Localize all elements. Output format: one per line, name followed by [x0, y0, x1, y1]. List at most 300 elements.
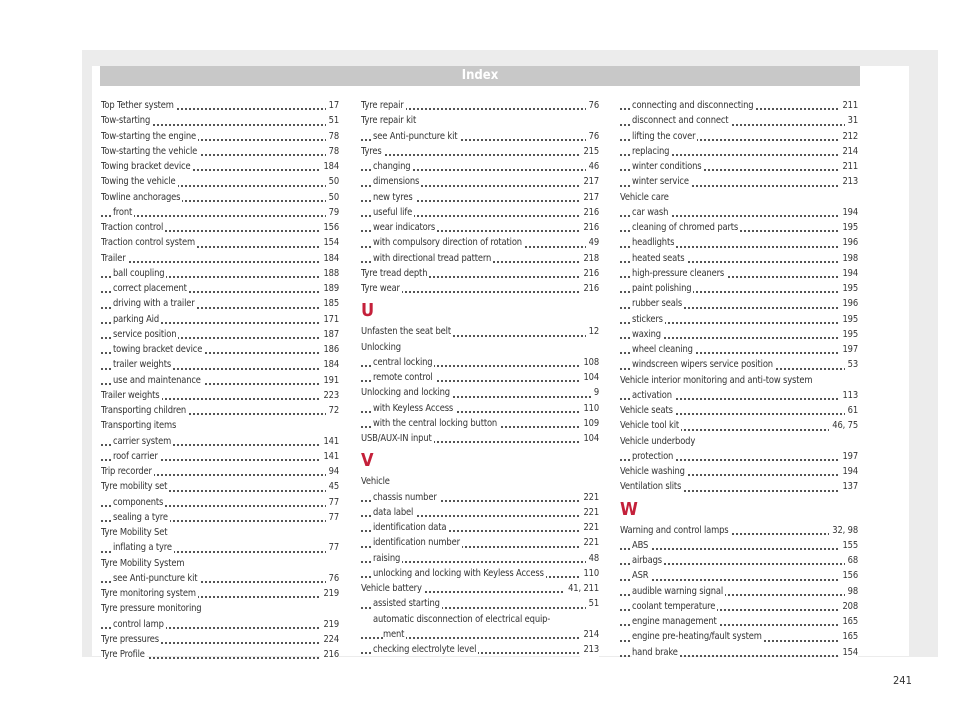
index-subentry	[101, 281, 339, 296]
entry-page-ref: 46, 75	[829, 418, 858, 433]
index-entry-heading: Vehicle care	[620, 191, 669, 203]
entry-text: driving with a trailer	[113, 298, 195, 310]
entry-page-ref: 108	[580, 355, 599, 370]
entry-text: Tyre monitoring system	[101, 588, 196, 599]
entry-text: audible warning signal	[632, 585, 724, 597]
entry-text: replacing	[632, 145, 670, 157]
index-subentry	[620, 629, 858, 644]
entry-page-ref: 77	[326, 495, 339, 510]
entry-page-ref: 184	[320, 159, 339, 174]
index-entry	[620, 523, 858, 538]
index-entry-heading: Tyre pressure monitoring	[101, 603, 202, 615]
entry-text: chassis number	[373, 491, 437, 503]
index-entry	[101, 159, 339, 174]
entry-text: disconnect and connect	[632, 115, 729, 127]
entry-page-ref: 165	[839, 614, 858, 629]
entry-text: Tyres	[361, 145, 382, 157]
entry-text: Towing bracket device	[101, 161, 191, 172]
entry-page-ref: 195	[839, 312, 858, 327]
index-subentry	[101, 342, 339, 357]
index-entry	[101, 129, 339, 144]
entry-page-ref: 214	[839, 144, 858, 159]
index-entry	[620, 479, 858, 494]
index-entry	[361, 581, 599, 596]
entry-text: airbags	[632, 555, 662, 566]
entry-text: heated seats	[632, 252, 685, 264]
leader-dots	[361, 154, 599, 156]
entry-page-ref: 31	[845, 113, 858, 128]
entry-text: Tyre mobility set	[101, 481, 168, 493]
entry-page-ref: 45	[326, 479, 339, 494]
entry-text: new tyres	[373, 191, 413, 203]
entry-text: waxing	[632, 328, 661, 340]
index-entry-heading: Vehicle	[361, 476, 390, 488]
index-entry	[101, 479, 339, 494]
index-entry	[101, 174, 339, 189]
index-subentry	[620, 449, 858, 464]
entry-page-ref: 155	[839, 538, 858, 553]
index-subentry	[620, 312, 858, 327]
index-subentry	[620, 568, 858, 583]
entry-text: high-pressure cleaners	[632, 267, 725, 279]
index-letter-heading: V	[361, 450, 374, 472]
index-entry	[620, 403, 858, 418]
index-column-3	[620, 98, 858, 660]
index-entry	[101, 388, 339, 403]
index-subentry	[620, 205, 858, 220]
index-subentry	[620, 584, 858, 599]
index-entry-heading: Vehicle interior monitoring and anti-tow system	[620, 374, 813, 386]
index-subentry	[620, 553, 858, 568]
index-column-2	[361, 98, 599, 657]
entry-text: changing	[373, 161, 411, 172]
entry-page-ref: 78	[326, 129, 339, 144]
entry-text: unlocking and locking with Keyless Access	[373, 567, 544, 579]
entry-text: components	[113, 496, 164, 508]
index-entry	[361, 266, 599, 281]
entry-text: hand brake	[632, 646, 678, 658]
index-subentry	[101, 540, 339, 555]
index-subentry	[361, 159, 599, 174]
entry-text: trailer weights	[113, 359, 172, 371]
index-subentry	[620, 174, 858, 189]
entry-page-ref: 78	[326, 144, 339, 159]
entry-page-ref: 221	[580, 535, 599, 550]
entry-page-ref: 196	[839, 296, 858, 311]
page-number: 241	[893, 674, 912, 687]
index-subentry	[361, 355, 599, 370]
entry-page-ref: 223	[320, 388, 339, 403]
entry-text: wheel cleaning	[632, 344, 693, 355]
index-subentry	[620, 251, 858, 266]
entry-text: Tow-starting the engine	[101, 130, 197, 142]
index-subentry	[620, 296, 858, 311]
entry-page-ref: 51	[586, 596, 599, 611]
entry-text: use and maintenance	[113, 374, 201, 386]
entry-text: connecting and disconnecting	[632, 100, 754, 111]
entry-text: sealing a tyre	[113, 511, 168, 523]
index-subentry	[620, 144, 858, 159]
entry-page-ref: 17	[326, 98, 339, 113]
index-entry-heading: Tyre Mobility System	[101, 557, 185, 569]
entry-page-ref: 154	[320, 235, 339, 250]
entry-page-ref: 208	[839, 599, 858, 614]
index-subentry	[101, 373, 339, 388]
index-subentry	[361, 370, 599, 385]
entry-text: coolant temperature	[632, 600, 716, 612]
entry-page-ref: 212	[839, 129, 858, 144]
entry-text: assisted starting	[373, 598, 440, 610]
index-entry	[620, 418, 858, 433]
index-subentry	[101, 312, 339, 327]
entry-page-ref: 211	[839, 159, 858, 174]
leader-dots	[620, 579, 858, 581]
entry-text: correct placement	[113, 283, 187, 294]
entry-page-ref: 171	[320, 312, 339, 327]
entry-page-ref: 216	[580, 220, 599, 235]
page-title: Index	[100, 66, 860, 86]
index-subentry	[361, 401, 599, 416]
entry-page-ref: 141	[320, 449, 339, 464]
entry-page-ref: 194	[839, 266, 858, 281]
index-subentry	[361, 251, 599, 266]
entry-page-ref: 113	[839, 388, 858, 403]
entry-text: checking electrolyte level	[373, 644, 477, 655]
index-entry	[101, 98, 339, 113]
entry-text: engine pre-heating/fault system	[632, 631, 762, 643]
entry-text: stickers	[632, 313, 663, 325]
entry-page-ref: 76	[586, 129, 599, 144]
entry-text: with compulsory direction of rotation	[373, 237, 522, 249]
entry-text: front	[113, 206, 133, 218]
entry-page-ref: 77	[326, 510, 339, 525]
entry-page-ref: 195	[839, 220, 858, 235]
leader-dots	[101, 261, 339, 263]
entry-page-ref: 48	[586, 551, 599, 566]
entry-page-ref: 184	[320, 357, 339, 372]
index-subentry	[620, 599, 858, 614]
index-subentry	[101, 495, 339, 510]
entry-text: USB/AUX-IN input	[361, 433, 432, 444]
entry-text: Trailer weights	[101, 389, 160, 401]
entry-text: control lamp	[113, 618, 164, 630]
entry-page-ref: 50	[326, 190, 339, 205]
entry-page-ref: 46	[586, 159, 599, 174]
entry-text: see Anti-puncture kit	[373, 130, 458, 142]
entry-page-ref: 72	[326, 403, 339, 418]
index-entry	[101, 632, 339, 647]
entry-text: Unlocking and locking	[361, 387, 450, 399]
entry-text: Traction control	[101, 222, 164, 233]
entry-text: Trip recorder	[101, 466, 152, 477]
entry-page-ref: 213	[580, 642, 599, 657]
index-subentry	[361, 129, 599, 144]
entry-page-ref: 217	[580, 174, 599, 189]
index-entry	[101, 464, 339, 479]
entry-text: with Keyless Access	[373, 402, 454, 414]
entry-page-ref: 216	[580, 266, 599, 281]
index-entry	[101, 113, 339, 128]
index-subentry	[361, 596, 599, 611]
entry-page-ref: 216	[320, 647, 339, 662]
index-subentry	[620, 98, 858, 113]
index-subentry	[620, 266, 858, 281]
entry-text: Towline anchorages	[101, 191, 181, 203]
index-subentry	[361, 235, 599, 250]
entry-page-ref: 156	[839, 568, 858, 583]
entry-text: car wash	[632, 206, 669, 218]
entry-text: Tyre wear	[361, 283, 400, 294]
entry-text: Tow-starting the vehicle	[101, 145, 198, 157]
entry-text: Unfasten the seat belt	[361, 326, 451, 338]
index-entry	[361, 324, 599, 339]
entry-text: data label	[373, 506, 414, 518]
index-subentry	[101, 296, 339, 311]
entry-page-ref: 77	[326, 540, 339, 555]
entry-text: Vehicle seats	[620, 405, 673, 416]
entry-text: Vehicle tool kit	[620, 420, 680, 432]
index-subentry	[361, 220, 599, 235]
index-entry	[101, 586, 339, 601]
leader-dots	[101, 215, 339, 217]
entry-text: carrier system	[113, 435, 172, 447]
index-subentry	[620, 357, 858, 372]
entry-text: roof carrier	[113, 450, 158, 462]
entry-page-ref: 211	[839, 98, 858, 113]
entry-text: winter service	[632, 176, 689, 188]
index-entry	[101, 190, 339, 205]
entry-page-ref: 221	[580, 505, 599, 520]
entry-page-ref: 165	[839, 629, 858, 644]
index-subentry	[361, 566, 599, 581]
index-letter-heading: U	[361, 300, 374, 322]
entry-text: Vehicle battery	[361, 583, 422, 594]
index-subentry	[620, 235, 858, 250]
entry-page-ref: 218	[580, 251, 599, 266]
entry-text: headlights	[632, 237, 675, 249]
entry-text: activation	[632, 389, 672, 401]
entry-page-ref: 189	[320, 281, 339, 296]
index-subentry	[620, 538, 858, 553]
index-entry	[361, 431, 599, 446]
entry-text: remote control	[373, 372, 433, 383]
entry-page-ref: 215	[580, 144, 599, 159]
entry-page-ref: 214	[580, 627, 599, 642]
entry-page-ref: 94	[326, 464, 339, 479]
entry-text: Top Tether system	[101, 100, 174, 111]
entry-page-ref: 216	[580, 205, 599, 220]
entry-page-ref: 195	[839, 281, 858, 296]
index-subentry	[620, 113, 858, 128]
index-subentry	[620, 342, 858, 357]
index-subentry	[101, 357, 339, 372]
entry-page-ref: 195	[839, 327, 858, 342]
entry-text: engine management	[632, 616, 717, 627]
index-entry-heading: Tyre Mobility Set	[101, 527, 168, 538]
entry-text: dimensions	[373, 176, 420, 188]
index-subentry	[620, 281, 858, 296]
entry-text: wear indicators	[373, 222, 436, 233]
entry-page-ref: 219	[320, 586, 339, 601]
entry-text: Traction control system	[101, 237, 195, 249]
entry-page-ref: 191	[320, 373, 339, 388]
entry-text: towing bracket device	[113, 344, 203, 355]
entry-page-ref: 9	[591, 385, 599, 400]
index-entry	[620, 464, 858, 479]
index-subentry	[101, 205, 339, 220]
entry-page-ref: 156	[320, 220, 339, 235]
entry-page-ref: 196	[839, 235, 858, 250]
index-subentry	[361, 642, 599, 657]
entry-text: windscreen wipers service position	[632, 359, 773, 371]
entry-page-ref: 104	[580, 370, 599, 385]
entry-page-ref: 50	[326, 174, 339, 189]
index-entry-heading: Transporting items	[101, 420, 177, 432]
entry-text: Tyre tread depth	[361, 267, 428, 279]
index-subentry	[361, 174, 599, 189]
entry-text: ASR	[632, 570, 649, 582]
index-entry	[361, 281, 599, 296]
entry-text: identification number	[373, 537, 460, 549]
entry-page-ref: 79	[326, 205, 339, 220]
entry-text: with the central locking button	[373, 417, 498, 429]
entry-page-ref: 197	[839, 449, 858, 464]
entry-page-ref: 219	[320, 617, 339, 632]
entry-page-ref: 198	[839, 251, 858, 266]
index-entry	[101, 220, 339, 235]
index-entry	[101, 144, 339, 159]
index-subentry	[620, 327, 858, 342]
entry-page-ref: 76	[586, 98, 599, 113]
entry-text: Vehicle washing	[620, 466, 685, 477]
index-entry	[101, 251, 339, 266]
entry-page-ref: 51	[326, 113, 339, 128]
entry-text: Tyre repair	[361, 100, 404, 111]
index-entry	[101, 647, 339, 662]
entry-page-ref: 49	[586, 235, 599, 250]
index-entry-heading: Tyre repair kit	[361, 115, 417, 127]
entry-text: Towing the vehicle	[101, 176, 176, 188]
index-subentry	[361, 551, 599, 566]
entry-page-ref: 53	[845, 357, 858, 372]
index-entry-heading: Vehicle underbody	[620, 435, 696, 447]
index-subentry	[361, 505, 599, 520]
index-entry	[361, 385, 599, 400]
index-subentry	[361, 416, 599, 431]
index-subentry	[361, 520, 599, 535]
entry-page-ref: 12	[586, 324, 599, 339]
entry-text: Ventilation slits	[620, 481, 682, 493]
entry-text: protection	[632, 450, 674, 462]
entry-text: rubber seals	[632, 298, 683, 310]
entry-text: Warning and control lamps	[620, 524, 729, 536]
entry-page-ref: 61	[845, 403, 858, 418]
entry-text: parking Aid	[113, 313, 160, 325]
index-entry-heading: Unlocking	[361, 341, 401, 353]
index-entry-heading: automatic disconnection of electrical equip-	[373, 613, 551, 625]
entry-page-ref: 32, 98	[829, 523, 858, 538]
entry-text: useful life	[373, 206, 413, 218]
entry-page-ref: 185	[320, 296, 339, 311]
index-letter-heading: W	[620, 498, 638, 520]
entry-text: ball coupling	[113, 267, 165, 279]
index-subentry	[620, 220, 858, 235]
index-column-1	[101, 98, 339, 662]
index-subentry	[361, 627, 599, 642]
entry-page-ref: 187	[320, 327, 339, 342]
entry-page-ref: 154	[839, 645, 858, 660]
index-subentry	[620, 645, 858, 660]
index-subentry	[361, 190, 599, 205]
entry-page-ref: 98	[845, 584, 858, 599]
index-subentry	[101, 327, 339, 342]
index-subentry	[361, 490, 599, 505]
entry-page-ref: 221	[580, 490, 599, 505]
index-subentry	[101, 510, 339, 525]
entry-page-ref: 68	[845, 553, 858, 568]
entry-page-ref: 41, 211	[565, 581, 599, 596]
index-entry	[101, 235, 339, 250]
entry-page-ref: 137	[839, 479, 858, 494]
entry-text: Transporting children	[101, 405, 187, 416]
entry-page-ref: 194	[839, 464, 858, 479]
entry-text: ABS	[632, 539, 649, 551]
entry-page-ref: 110	[580, 566, 599, 581]
entry-page-ref: 213	[839, 174, 858, 189]
index-subentry	[620, 614, 858, 629]
index-entry	[101, 403, 339, 418]
index-subentry	[101, 617, 339, 632]
entry-text: identification data	[373, 522, 447, 533]
index-subentry	[101, 571, 339, 586]
index-subentry	[101, 434, 339, 449]
entry-text: raising	[373, 552, 401, 564]
entry-page-ref: 186	[320, 342, 339, 357]
index-subentry	[101, 266, 339, 281]
index-subentry	[361, 535, 599, 550]
entry-text: inflating a tyre	[113, 542, 172, 554]
entry-text: central locking	[373, 356, 433, 368]
entry-page-ref: 188	[320, 266, 339, 281]
entry-page-ref: 217	[580, 190, 599, 205]
entry-page-ref: 194	[839, 205, 858, 220]
index-entry	[361, 98, 599, 113]
entry-page-ref: 184	[320, 251, 339, 266]
leader-dots	[620, 548, 858, 550]
entry-text: cleaning of chromed parts	[632, 222, 739, 233]
index-subentry	[620, 388, 858, 403]
entry-page-ref: 110	[580, 401, 599, 416]
entry-page-ref: 104	[580, 431, 599, 446]
index-subentry	[361, 205, 599, 220]
entry-text: ment	[383, 628, 405, 640]
entry-text: Tyre Profile	[101, 649, 145, 660]
entry-text: service position	[113, 328, 177, 340]
entry-text: Trailer	[101, 252, 126, 264]
entry-text: with directional tread pattern	[373, 252, 492, 264]
entry-page-ref: 141	[320, 434, 339, 449]
index-subentry	[620, 129, 858, 144]
entry-text: lifting the cover	[632, 130, 696, 142]
entry-page-ref: 221	[580, 520, 599, 535]
index-subentry	[101, 449, 339, 464]
entry-text: Tyre pressures	[101, 633, 159, 645]
entry-text: see Anti-puncture kit	[113, 572, 198, 584]
entry-page-ref: 76	[326, 571, 339, 586]
entry-page-ref: 109	[580, 416, 599, 431]
entry-text: Tow-starting	[101, 115, 151, 127]
entry-text: winter conditions	[632, 161, 702, 172]
